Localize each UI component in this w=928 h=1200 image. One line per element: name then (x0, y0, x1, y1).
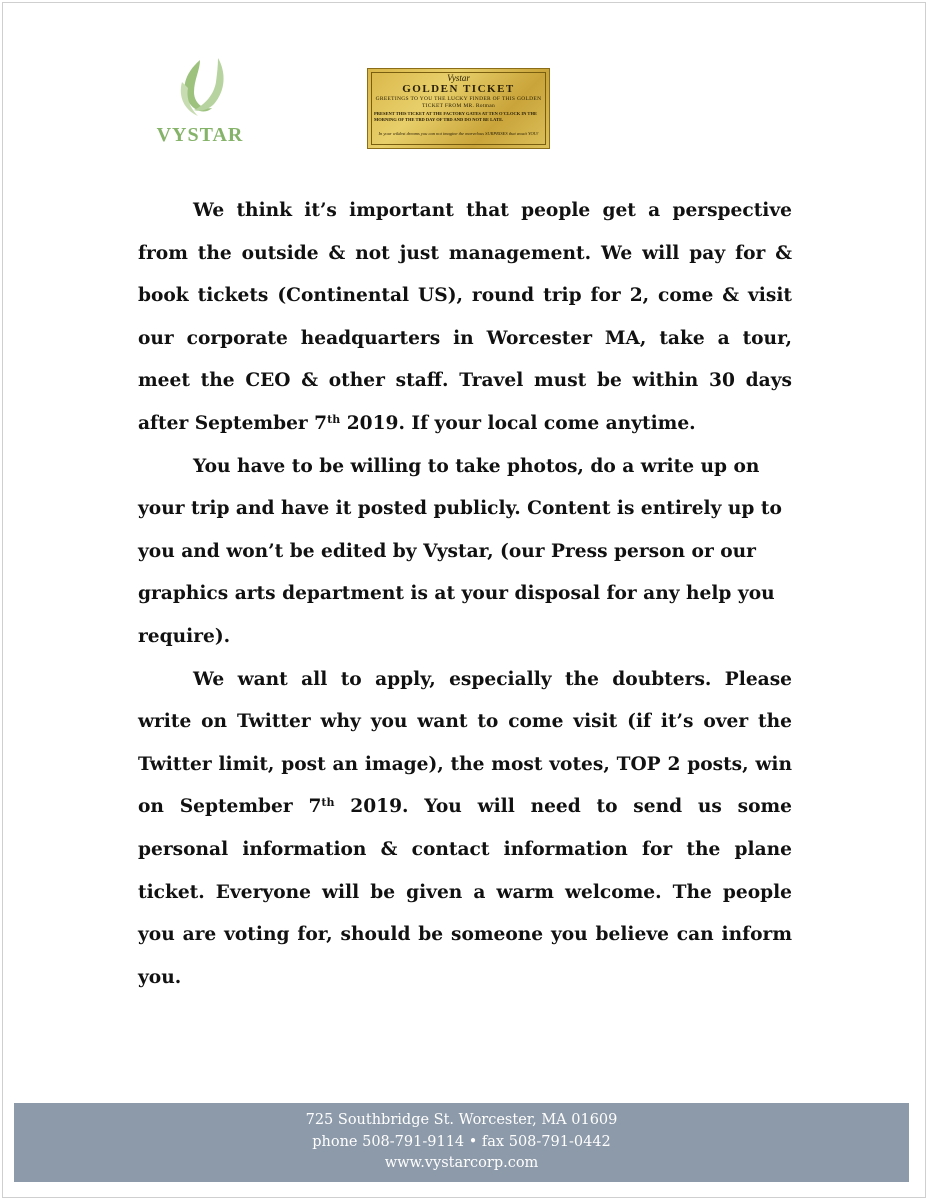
logo-wordmark: VYSTAR (156, 124, 244, 146)
paragraph-1-text: We think it’s important that people get a perspective from the outside & not just management. We will pay for & book tickets (Continental US), round trip for 2, come & visit our corporate headquarters in Worcester MA, take a tour, meet the CEO & other staff. Travel must be within 30 days after September 7 (138, 200, 792, 434)
paragraph-2: You have to be willing to take photos, do a write up on your trip and have it posted publicly. Content is entirely up to you and won’t be edited by Vystar, (our Press person or our graphics arts department is at your disposal for any help you require). (138, 455, 782, 647)
ordinal-suffix: th (321, 796, 335, 810)
letter-body (138, 190, 792, 999)
ticket-title: GOLDEN TICKET (402, 83, 515, 95)
letterhead-footer (14, 1103, 909, 1182)
footer-phone-fax: phone 508-791-9114 • fax 508-791-0442 (312, 1133, 611, 1150)
footer-website: www.vystarcorp.com (384, 1155, 539, 1171)
ticket-greeting: GREETINGS TO YOU THE LUCKY FINDER OF THIS GOLDEN TICKET FROM MR. Rotman (375, 96, 542, 109)
paragraph-1-text-end: 2019. If your local come anytime. (340, 412, 696, 434)
ticket-brand: Vystar (447, 73, 470, 83)
vystar-logo (148, 52, 252, 152)
leaf-swirl-icon (166, 52, 234, 124)
paragraph-3-text: We want all to apply, especially the doubters. Please write on Twitter why you want to come visit (if it’s over the Twitter limit, post an image), the most votes, TOP 2 posts, win on September 7 (138, 668, 792, 818)
ticket-instructions: PRESENT THIS TICKET AT THE FACTORY GATES AT TEN O'CLOCK IN THE MORNING OF THE TBD DAY OF TBD AND DO NOT BE LATE. (374, 111, 537, 122)
golden-ticket-image (367, 68, 550, 149)
footer-address: 725 Southbridge St. Worcester, MA 01609 (305, 1112, 618, 1128)
paragraph-3-text-end: 2019. You will need to send us some personal information & contact information for the plane ticket. Everyone will be given a warm welcome. The people you are voting for, should be someone you believe can inform you. (138, 796, 792, 988)
ordinal-suffix: th (327, 412, 341, 426)
paragraph-1 (138, 190, 792, 446)
paragraph-3 (138, 659, 792, 1000)
ticket-tagline: In your wildest dreams you can not imagine the marvelous SURPRISES that await YOU! (378, 131, 539, 136)
